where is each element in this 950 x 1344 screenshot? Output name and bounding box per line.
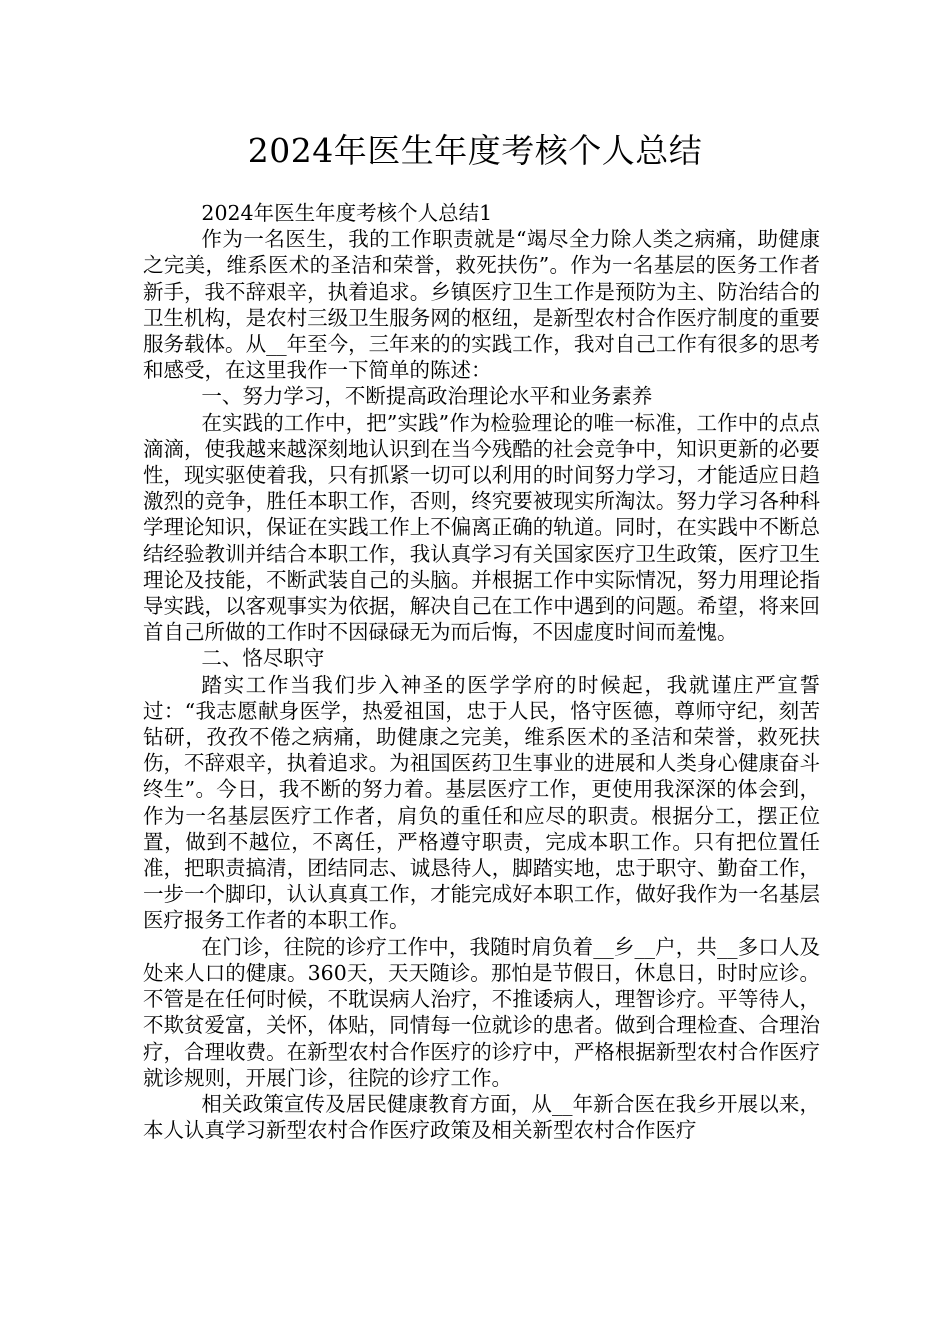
document-body	[143, 200, 820, 1143]
section-heading: 一、努力学习，不断提高政治理论水平和业务素养	[201, 384, 653, 409]
subtitle-paragraph: 2024年医生年度考核个人总结1	[201, 201, 493, 225]
section-heading: 二、恪尽职守	[201, 646, 325, 671]
body-paragraph: 踏实工作当我们步入神圣的医学学府的时候起，我就谨庄严宣誓过：“我志愿献身医学，热爱祖国，忠于人民，恪守医德，尊师守纪，刻苦钻研，孜孜不倦之病痛，助健康之完美，维系医术的圣洁和荣誉，救死扶伤，不辞艰辛，执着追求。为祖国医药卫生事业的进展和人类身心健康奋斗终生”。今日，我不断的努力着。基层医疗工作，更使用我深深的体会到，作为一名基层医疗工作者，肩负的重任和应尽的职责。根据分工，摆正位置，做到不越位，不离任，严格遵守职责，完成本职工作。只有把位置任准，把职责搞清，团结同志、诚恳待人，脚踏实地，忠于职守、勤奋工作，一步一个脚印，认认真真工作，才能完成好本职工作，做好我作为一名基层医疗报务工作者的本职工作。	[143, 672, 820, 933]
body-paragraph: 作为一名医生，我的工作职责就是“竭尽全力除人类之病痛，助健康之完美，维系医术的圣洁和荣誉，救死扶伤”。作为一名基层的医务工作者新手，我不辞艰辛，执着追求。乡镇医疗卫生工作是预防为主、防治结合的卫生机构，是农村三级卫生服务网的枢纽，是新型农村合作医疗制度的重要服务载体。从__年至今，三年来的的实践工作，我对自己工作有很多的思考和感受，在这里我作一下简单的陈述：	[143, 227, 820, 383]
body-paragraph: 相关政策宣传及居民健康教育方面，从__年新合医在我乡开展以来，本人认真学习新型农村合作医疗政策及相关新型农村合作医疗	[143, 1091, 820, 1143]
document-title: 2024年医生年度考核个人总结	[247, 131, 703, 170]
body-paragraph: 在门诊，往院的诊疗工作中，我随时肩负着__乡__户，共__多口人及处来人口的健康。360天，天天随诊。那怕是节假日，休息日，时时应诊。不管是在任何时候，不耽误病人治疗，不推诿病人，理智诊疗。平等待人，不欺贫爱富，关怀，体贴，同情每一位就诊的患者。做到合理检查、合理治疗，合理收费。在新型农村合作医疗的诊疗中，严格根据新型农村合作医疗就诊规则，开展门诊，往院的诊疗工作。	[143, 934, 820, 1090]
body-paragraph: 在实践的工作中，把”实践”作为检验理论的唯一标准，工作中的点点滴滴，使我越来越深刻地认识到在当今残酷的社会竞争中，知识更新的必要性，现实驱使着我，只有抓紧一切可以利用的时间努力学习，才能适应日趋激烈的竞争，胜任本职工作，否则，终究要被现实所淘汰。努力学习各种科学理论知识，保证在实践工作上不偏离正确的轨道。同时，在实践中不断总结经验教训并结合本职工作，我认真学习有关国家医疗卫生政策，医疗卫生理论及技能，不断武装自己的头脑。并根据工作中实际情况，努力用理论指导实践，以客观事实为依据，解决自己在工作中遇到的问题。希望，将来回首自己所做的工作时不因碌碌无为而后悔，不因虚度时间而羞愧。	[143, 410, 820, 645]
